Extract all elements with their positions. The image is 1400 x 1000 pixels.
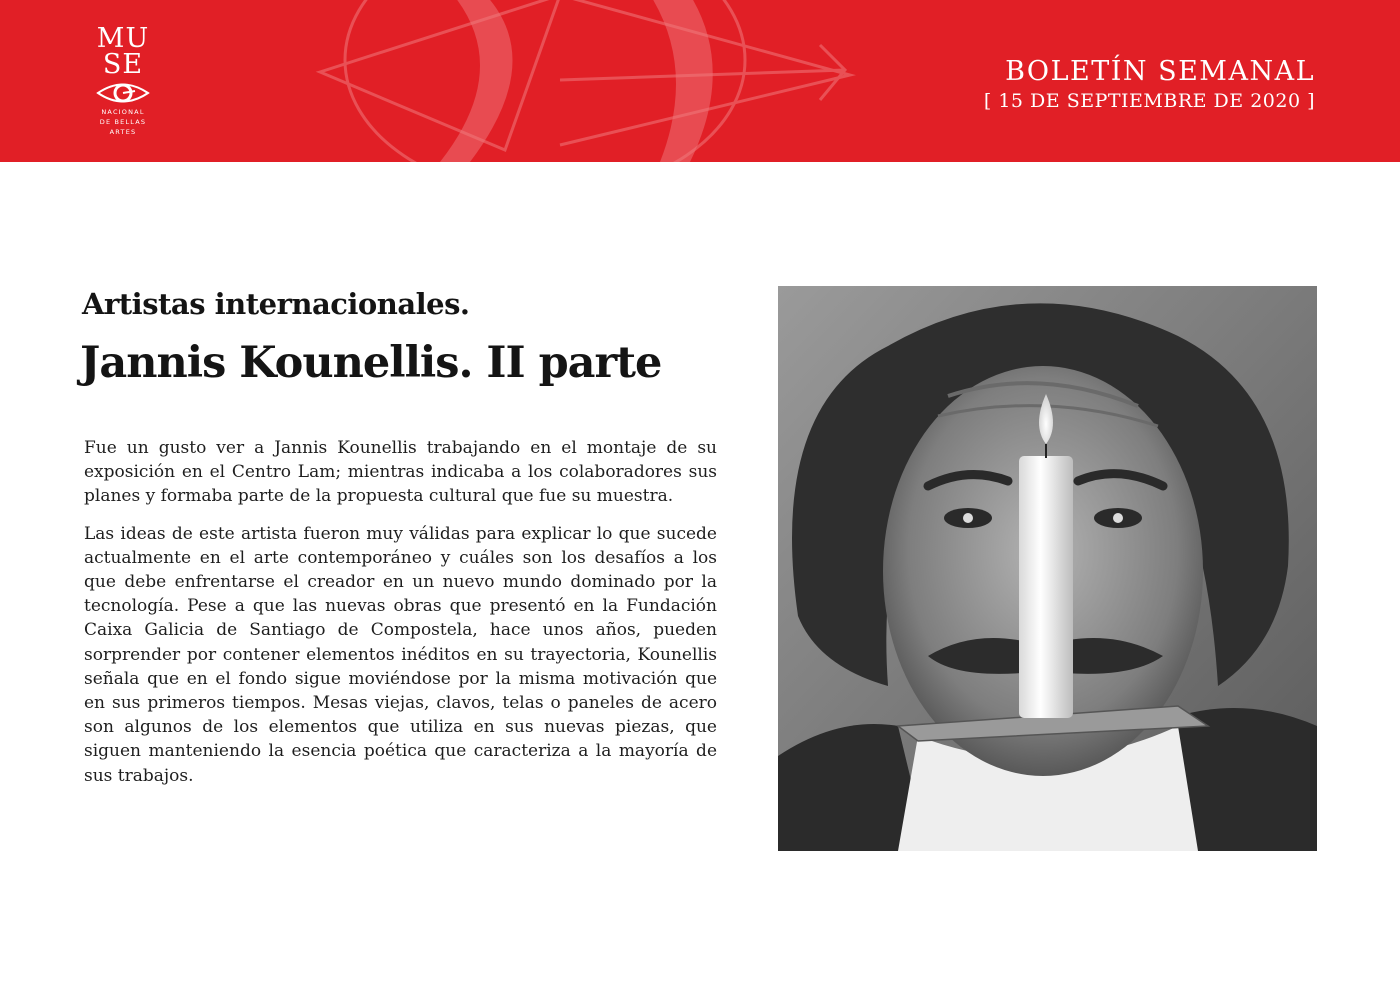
logo-word-line2: SE bbox=[102, 49, 144, 80]
portrait-with-candle-photo bbox=[778, 286, 1317, 851]
bulletin-title: BOLETÍN SEMANAL bbox=[1005, 56, 1315, 87]
eye-emblem-icon bbox=[95, 80, 151, 106]
header-banner bbox=[0, 0, 1400, 162]
logo-subtitle-line1: NACIONAL bbox=[101, 108, 145, 116]
logo-word-line1: MU bbox=[96, 23, 150, 54]
article-kicker: Artistas internacionales. bbox=[82, 287, 470, 321]
logo-subtitle-line2: DE BELLAS bbox=[99, 118, 147, 126]
bulletin-date: [ 15 DE SEPTIEMBRE DE 2020 ] bbox=[983, 90, 1315, 112]
article-body bbox=[84, 436, 717, 801]
article-title: Jannis Kounellis. II parte bbox=[80, 338, 662, 388]
article-paragraph-2: Las ideas de este artista fueron muy válidas para explicar lo que sucede actualmente en el arte contemporáneo y cuáles son los desafíos a los que debe enfrentarse el creador en un nuevo mundo dominado por la tecnología. Pese a que las nuevas obras que presentó en la Fundación Caixa Galicia de Santiago de Compostela, hace unos años, pueden sorprender por contener elementos inéditos en su trayectoria, Kounellis señala que en el fondo sigue moviéndose por la misma motivación que en sus primeros tiempos. Mesas viejas, clavos, telas o paneles de acero son algunos de los elementos que utiliza en sus nuevas piezas, que siguen manteniendo la esencia poética que caracteriza a la mayoría de sus trabajos. bbox=[84, 523, 717, 786]
article-paragraph-1: Fue un gusto ver a Jannis Kounellis trabajando en el montaje de su exposición en el Centro Lam; mientras indicaba a los colaboradores sus planes y formaba parte de la propuesta cultural que fue su muestra. bbox=[84, 438, 717, 507]
logo-subtitle-line3: ARTES bbox=[109, 128, 137, 136]
bulletin-heading bbox=[984, 55, 1315, 113]
museum-logo[interactable] bbox=[88, 23, 158, 136]
